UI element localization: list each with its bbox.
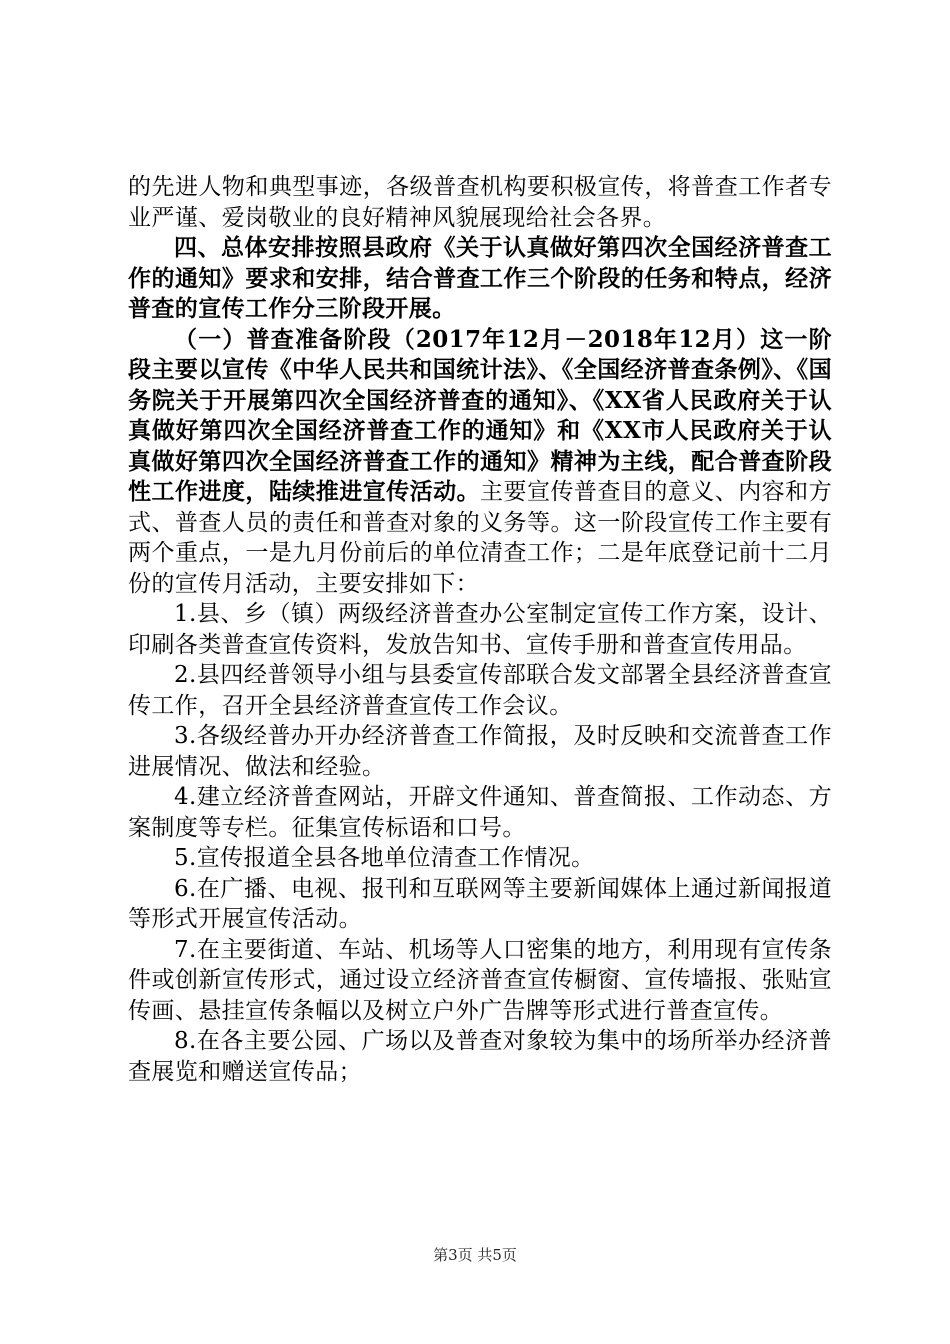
paragraph-stage-1 <box>128 325 832 600</box>
stage-1-lead: （一）普查准备阶段（2017年12月－2018年12月）这一阶段主要以宣传《中华人民共和国统计法》、《全国经济普查条例》、《国务院关于开展第四次全国经济普查的通知》、《XX省人民政府关于认真做好第四次全国经济普查工作的通知》和《XX市人民政府关于认真做好第四次全国经济普查工作的通知》精神为主线，配合普查阶段性工作进度，陆续推进宣传活动。 <box>128 325 832 505</box>
list-item-2: 2.县四经普领导小组与县委宣传部联合发文部署全县经济普查宣传工作，召开全县经济普查宣传工作会议。 <box>128 662 832 719</box>
list-item-5: 5.宣传报道全县各地单位清查工作情况。 <box>174 845 595 871</box>
page-footer: 第3页 共5页 <box>433 1246 517 1264</box>
list-item-6: 6.在广播、电视、报刊和互联网等主要新闻媒体上通过新闻报道等形式开展宣传活动。 <box>128 875 832 932</box>
list-item-7: 7.在主要街道、车站、机场等人口密集的地方，利用现有宣传条件或创新宣传形式，通过设立经济普查宣传橱窗、宣传墙报、张贴宣传画、悬挂宣传条幅以及树立户外广告牌等形式进行普查宣传。 <box>128 936 832 1024</box>
list-item-4: 4.建立经济普查网站，开辟文件通知、普查简报、工作动态、方案制度等专栏。征集宣传标语和口号。 <box>128 784 832 841</box>
paragraph-1: 的先进人物和典型事迹，各级普查机构要积极宣传，将普查工作者专业严谨、爱岗敬业的良好精神风貌展现给社会各界。 <box>128 174 832 231</box>
document-body <box>128 172 832 1087</box>
list-item-1: 1.县、乡（镇）两级经济普查办公室制定宣传工作方案，设计、印刷各类普查宣传资料，发放告知书、宣传手册和普查宣传用品。 <box>128 601 832 658</box>
list-item-3: 3.各级经普办开办经济普查工作简报，及时反映和交流普查工作进展情况、做法和经验。 <box>128 723 832 780</box>
stage-1-body: 主要宣传普查目的意义、内容和方式、普查人员的责任和普查对象的义务等。这一阶段宣传工作主要有两个重点，一是九月份前后的单位清查工作；二是年底登记前十二月份的宣传月活动，主要安排如下： <box>128 479 833 597</box>
section-heading-4: 四、总体安排按照县政府《关于认真做好第四次全国经济普查工作的通知》要求和安排，结合普查工作三个阶段的任务和特点，经济普查的宣传工作分三阶段开展。 <box>128 234 832 322</box>
list-item-8: 8.在各主要公园、广场以及普查对象较为集中的场所举办经济普查展览和赠送宣传品； <box>128 1028 832 1085</box>
